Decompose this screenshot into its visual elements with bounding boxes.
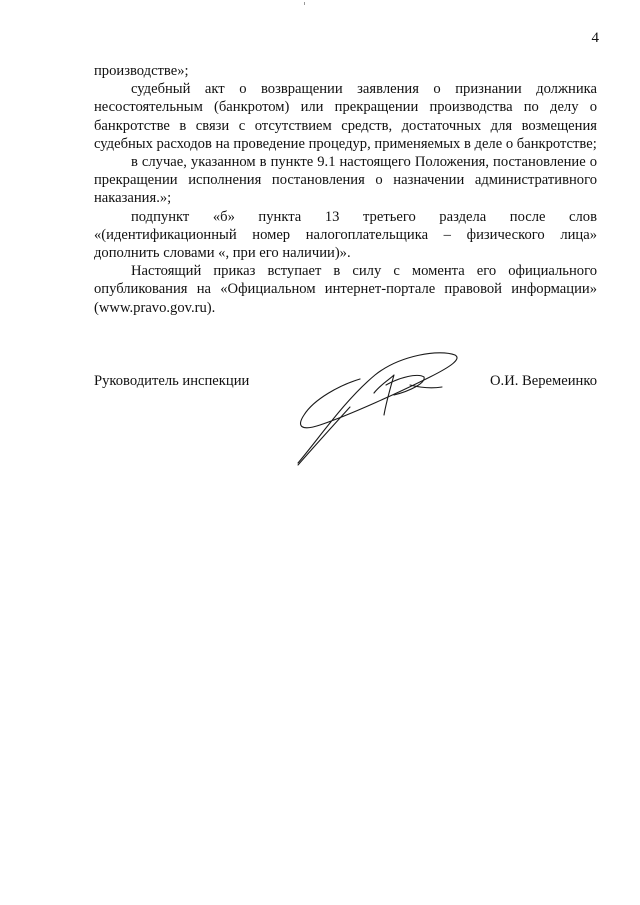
- handwritten-signature: [290, 345, 470, 470]
- paragraph-4: подпункт «б» пункта 13 третьего раздела после слов «(идентификационный номер налогоплательщика – физического лица» дополнить словами «, при его наличии)».: [94, 208, 597, 262]
- page-number: 4: [591, 30, 599, 46]
- signature-main-loop: [298, 353, 457, 463]
- paragraph-2: судебный акт о возвращении заявления о признании должника несостоятельным (банкротом) или прекращении производства по делу о банкротстве в связи с отсутствием средств, достаточных для возмещения судебных расходов на проведение процедур, применяемых в деле о банкротстве;: [94, 81, 597, 152]
- signature-stroke-3: [386, 375, 424, 395]
- signature-tail: [298, 407, 350, 465]
- signatory-name: О.И. Веремеинко: [490, 373, 597, 389]
- document-body: [94, 62, 597, 317]
- scan-mark: [304, 2, 305, 5]
- signatory-position: Руководитель инспекции: [94, 373, 250, 389]
- signature-stroke-2: [374, 375, 394, 415]
- paragraph-3: в случае, указанном в пункте 9.1 настоящего Положения, постановление о прекращении исполнения постановления о назначении административного наказания.»;: [94, 154, 597, 207]
- paragraph-5: Настоящий приказ вступает в силу с момента его официального опубликования на «Официальном интернет-портале правовой информации» (www.pravo.gov.ru).: [94, 263, 597, 316]
- paragraph-1: производстве»;: [94, 63, 189, 79]
